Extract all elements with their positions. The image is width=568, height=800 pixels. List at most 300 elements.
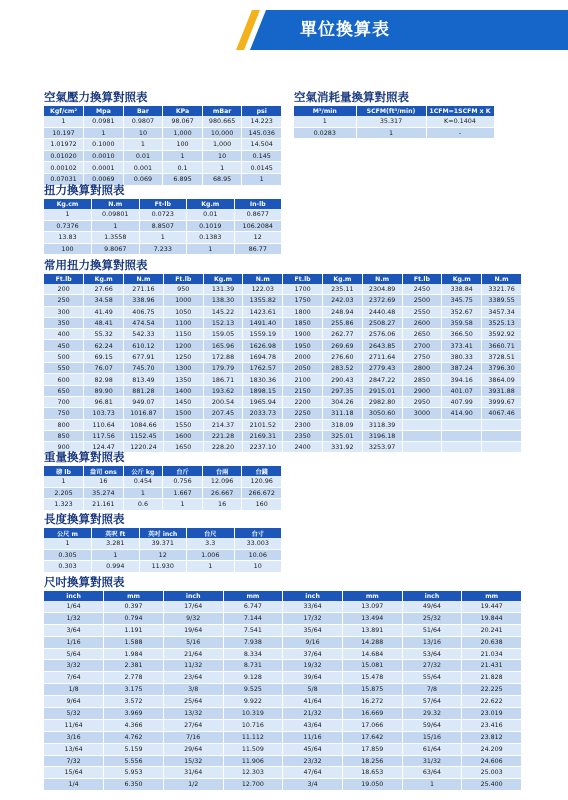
table-row	[44, 612, 522, 624]
table-cell: 0.00102	[44, 162, 84, 174]
table-row	[44, 329, 522, 340]
table-cell: 1.667	[163, 487, 203, 499]
table-cell: 14.504	[242, 139, 282, 151]
table-cell: 283.52	[322, 363, 362, 374]
table-cell: 15.478	[342, 672, 402, 684]
table-cell: 11.906	[223, 755, 283, 767]
table-cell: 1559.19	[243, 329, 283, 340]
table-cell: 3931.88	[482, 385, 522, 396]
table-header: Ft.lb	[402, 274, 442, 284]
table-header: SCFM(ft³/min)	[356, 106, 426, 116]
table-cell: 13.097	[342, 601, 402, 612]
table-row	[44, 243, 282, 255]
table-cell: 0.305	[44, 549, 92, 561]
table-header: Ft-lb	[139, 199, 187, 209]
table-cell: 1800	[283, 306, 323, 317]
table-cell: 228.20	[203, 442, 243, 453]
table-cell: 7.144	[223, 612, 283, 624]
table-cell: 11.509	[223, 743, 283, 755]
table-cell: 16	[202, 499, 242, 511]
table-cell: 345.75	[442, 295, 482, 306]
table-cell: 331.92	[322, 442, 362, 453]
table-cell: 4.762	[104, 731, 164, 743]
table-cell: 359.58	[442, 317, 482, 328]
table-cell: 0.1383	[187, 232, 235, 244]
table-cell: 0.01	[187, 209, 235, 220]
table-cell: 12.096	[202, 476, 242, 487]
table-cell: 24.209	[462, 743, 522, 755]
table-cell: 2169.31	[243, 430, 283, 441]
table-cell: 0.756	[163, 476, 203, 487]
table-cell: 3.572	[104, 696, 164, 708]
table-cell: 55.32	[84, 329, 124, 340]
table-cell: 53/64	[402, 648, 462, 660]
table-cell: 179.79	[203, 363, 243, 374]
table-header: Kg.m	[84, 274, 124, 284]
table-cell: 4.366	[104, 719, 164, 731]
table-cell: 2508.27	[362, 317, 402, 328]
table-cell: 3796.30	[482, 363, 522, 374]
table-cell: 0.0069	[84, 173, 124, 185]
table-cell: 19/32	[283, 660, 343, 672]
table-cell: 1/64	[44, 601, 104, 612]
table-cell: 1	[123, 487, 163, 499]
table-header: 公尺 m	[44, 528, 92, 538]
table-cell: 14.684	[342, 648, 402, 660]
table-cell: 1	[163, 150, 203, 162]
table-cell: 7/16	[163, 731, 223, 743]
table-cell: 5.159	[104, 743, 164, 755]
table-cell: 8.334	[223, 648, 283, 660]
table-cell	[402, 419, 442, 430]
table-cell: 9.525	[223, 684, 283, 696]
common-torque-title: 常用扭力換算對照表	[44, 258, 148, 272]
torque-table	[44, 199, 282, 255]
table-cell: 750	[44, 408, 84, 419]
table-row	[44, 696, 522, 708]
table-cell: 59/64	[402, 719, 462, 731]
table-cell: 7/64	[44, 672, 104, 684]
table-cell: 19.447	[462, 601, 522, 612]
table-cell: 13.891	[342, 624, 402, 636]
page-title: 單位換算表	[300, 20, 390, 40]
table-cell: 89.90	[84, 385, 124, 396]
table-cell: 21.828	[462, 672, 522, 684]
table-cell: 7/8	[402, 684, 462, 696]
pressure-table	[44, 106, 282, 186]
air-rows	[294, 116, 494, 139]
table-cell: 23/64	[163, 672, 223, 684]
table-cell: 1200	[163, 340, 203, 351]
table-cell: 18.256	[342, 755, 402, 767]
table-cell: 3.969	[104, 708, 164, 720]
table-cell: 10,000	[202, 127, 242, 139]
table-cell: 1950	[283, 340, 323, 351]
pressure-section	[44, 90, 282, 186]
torque-section	[44, 183, 282, 255]
table-cell: 3592.92	[482, 329, 522, 340]
table-cell: 2650	[402, 329, 442, 340]
table-cell: 27/32	[402, 660, 462, 672]
table-cell: 3.175	[104, 684, 164, 696]
table-header: mm	[223, 591, 283, 601]
table-row	[44, 116, 282, 127]
table-cell: 271.16	[124, 284, 164, 295]
table-cell: 0.0001	[84, 162, 124, 174]
table-cell: 165.96	[203, 340, 243, 351]
table-cell: 96.81	[84, 396, 124, 407]
table-cell: 11.930	[139, 561, 187, 573]
table-cell: 1152.45	[124, 430, 164, 441]
table-cell: 29.32	[402, 708, 462, 720]
table-header: 盎司 ons	[84, 466, 124, 476]
table-cell: 4067.46	[482, 408, 522, 419]
table-cell: 100	[44, 243, 92, 255]
table-cell: 2950	[402, 396, 442, 407]
table-cell: 6.895	[163, 173, 203, 185]
table-cell: 0.145	[242, 150, 282, 162]
table-cell: 2847.22	[362, 374, 402, 385]
table-cell: 1700	[283, 284, 323, 295]
table-row	[44, 150, 282, 162]
table-row	[44, 767, 522, 779]
table-cell: 300	[44, 306, 84, 317]
table-cell: 35.274	[84, 487, 124, 499]
table-cell: 63/64	[402, 767, 462, 779]
table-cell: 235.11	[322, 284, 362, 295]
table-header: In-lb	[234, 199, 282, 209]
table-cell: 18.653	[342, 767, 402, 779]
table-cell: 1000	[163, 295, 203, 306]
table-cell: 39.371	[139, 538, 187, 549]
table-cell: 9/32	[163, 612, 223, 624]
table-cell: 3389.55	[482, 295, 522, 306]
table-cell: 124.47	[84, 442, 124, 453]
table-cell: 949.07	[124, 396, 164, 407]
length-section	[44, 512, 282, 573]
table-cell: 1600	[163, 430, 203, 441]
table-cell: 352.67	[442, 306, 482, 317]
table-cell: 3525.13	[482, 317, 522, 328]
table-cell: 1250	[163, 351, 203, 362]
table-header: 台兩	[202, 466, 242, 476]
table-cell: 12	[139, 549, 187, 561]
common-torque-rows	[44, 284, 522, 453]
table-cell: 16	[84, 476, 124, 487]
air-table	[294, 106, 495, 139]
table-cell: 1.006	[187, 549, 235, 561]
table-cell: 2779.43	[362, 363, 402, 374]
table-cell: 25/64	[163, 696, 223, 708]
table-header: inch	[163, 591, 223, 601]
table-cell: 26.667	[202, 487, 242, 499]
table-cell: 0.1	[163, 162, 203, 174]
table-row	[44, 624, 522, 636]
table-cell: 1500	[163, 408, 203, 419]
table-cell: 7.233	[139, 243, 187, 255]
table-cell: 7.938	[223, 636, 283, 648]
table-cell: 0.794	[104, 612, 164, 624]
table-cell: 2550	[402, 306, 442, 317]
table-cell: 29/64	[163, 743, 223, 755]
table-cell: 24.606	[462, 755, 522, 767]
table-header: psi	[242, 106, 282, 116]
table-cell: 373.41	[442, 340, 482, 351]
table-cell: 813.49	[124, 374, 164, 385]
table-cell: 21.431	[462, 660, 522, 672]
table-cell: 0.454	[123, 476, 163, 487]
table-row	[44, 684, 522, 696]
weight-table	[44, 466, 282, 511]
table-cell: 250	[44, 295, 84, 306]
table-cell: 0.9807	[123, 116, 163, 127]
table-row	[44, 601, 522, 612]
table-cell: 6.350	[104, 779, 164, 791]
table-cell: -	[426, 127, 494, 139]
table-cell: 1	[44, 476, 84, 487]
table-cell: 15.875	[342, 684, 402, 696]
table-cell: 3000	[402, 408, 442, 419]
table-cell: 1.01972	[44, 139, 84, 151]
table-cell: 35.317	[356, 116, 426, 127]
table-row	[44, 317, 522, 328]
table-cell: 11/32	[163, 660, 223, 672]
table-cell: 0.994	[92, 561, 140, 573]
table-cell: 2576.06	[362, 329, 402, 340]
table-cell: 1965.94	[243, 396, 283, 407]
table-cell: 3/4	[283, 779, 343, 791]
table-cell: 106.2084	[234, 220, 282, 232]
table-cell: 2915.01	[362, 385, 402, 396]
table-header: Mpa	[84, 106, 124, 116]
table-cell: 297.35	[322, 385, 362, 396]
table-cell: 1491.40	[243, 317, 283, 328]
table-cell: 3196.18	[362, 430, 402, 441]
table-cell	[482, 419, 522, 430]
table-cell: 1.323	[44, 499, 84, 511]
table-cell: 5/16	[163, 636, 223, 648]
table-header: N.m	[362, 274, 402, 284]
table-row	[44, 660, 522, 672]
table-cell: 311.18	[322, 408, 362, 419]
weight-title: 重量換算對照表	[44, 450, 125, 464]
table-cell: 1750	[283, 295, 323, 306]
table-cell: 266.672	[242, 487, 282, 499]
table-cell: 677.91	[124, 351, 164, 362]
table-cell: 2100	[283, 374, 323, 385]
table-cell: 25.400	[462, 779, 522, 791]
table-cell: 255.86	[322, 317, 362, 328]
table-cell: 15.081	[342, 660, 402, 672]
table-cell: 0.8677	[234, 209, 282, 220]
table-cell: 1898.15	[243, 385, 283, 396]
table-row	[44, 561, 282, 573]
table-header: Kg.m	[322, 274, 362, 284]
table-cell: 1016.87	[124, 408, 164, 419]
table-cell: 1	[356, 127, 426, 139]
table-cell: 290.43	[322, 374, 362, 385]
table-row	[44, 162, 282, 174]
table-cell: 15/32	[163, 755, 223, 767]
table-cell: 3.3	[187, 538, 235, 549]
table-cell: 1850	[283, 317, 323, 328]
table-cell: 11/16	[283, 731, 343, 743]
table-cell: 1	[44, 538, 92, 549]
table-header: 台寸	[234, 528, 282, 538]
table-cell: 1	[84, 127, 124, 139]
table-row	[44, 755, 522, 767]
table-cell: 380.33	[442, 351, 482, 362]
table-cell: 17.066	[342, 719, 402, 731]
length-title: 長度換算對照表	[44, 512, 125, 526]
table-cell: 82.98	[84, 374, 124, 385]
table-cell: 39/64	[283, 672, 343, 684]
table-row	[44, 374, 522, 385]
table-cell: 2250	[283, 408, 323, 419]
table-cell: 9.922	[223, 696, 283, 708]
table-cell: 1084.66	[124, 419, 164, 430]
table-cell: 14.223	[242, 116, 282, 127]
table-cell: 193.62	[203, 385, 243, 396]
table-cell: 2400	[283, 442, 323, 453]
table-row	[44, 476, 282, 487]
table-cell: 406.75	[124, 306, 164, 317]
table-cell: 800	[44, 419, 84, 430]
table-cell: 1550	[163, 419, 203, 430]
table-cell: 23/32	[283, 755, 343, 767]
title-banner	[250, 10, 568, 50]
length-rows	[44, 538, 282, 572]
table-cell: 3/32	[44, 660, 104, 672]
table-row	[44, 672, 522, 684]
table-cell: 1/2	[163, 779, 223, 791]
table-cell: 3/16	[44, 731, 104, 743]
table-cell: 3118.39	[362, 419, 402, 430]
table-header: 台斤	[163, 466, 203, 476]
table-cell: 0.1000	[84, 139, 124, 151]
table-cell: 62.24	[84, 340, 124, 351]
table-cell: 2900	[402, 385, 442, 396]
table-row	[44, 719, 522, 731]
table-cell: 900	[44, 442, 84, 453]
table-row	[44, 731, 522, 743]
table-cell: 338.84	[442, 284, 482, 295]
table-cell: 401.07	[442, 385, 482, 396]
table-cell: 51/64	[402, 624, 462, 636]
table-cell: 10.319	[223, 708, 283, 720]
table-row	[44, 127, 282, 139]
table-cell: 3.281	[92, 538, 140, 549]
table-cell: 2237.10	[243, 442, 283, 453]
table-cell: 2200	[283, 396, 323, 407]
table-cell: 25/32	[402, 612, 462, 624]
table-cell: 20.638	[462, 636, 522, 648]
table-cell: 55/64	[402, 672, 462, 684]
table-cell: 49/64	[402, 601, 462, 612]
table-cell: 1100	[163, 317, 203, 328]
table-cell: 0.0010	[84, 150, 124, 162]
table-cell: 122.03	[243, 284, 283, 295]
table-row	[44, 306, 522, 317]
table-cell: 12.700	[223, 779, 283, 791]
table-cell: 23.812	[462, 731, 522, 743]
table-cell: 2982.80	[362, 396, 402, 407]
table-cell: 31/64	[163, 767, 223, 779]
table-cell: 23.416	[462, 719, 522, 731]
table-cell: 68.95	[202, 173, 242, 185]
weight-rows	[44, 476, 282, 510]
table-row	[44, 284, 522, 295]
table-cell: 474.54	[124, 317, 164, 328]
torque-rows	[44, 209, 282, 255]
table-cell: 14.288	[342, 636, 402, 648]
table-header: Ft.lb	[44, 274, 84, 284]
sizes-rows	[44, 601, 522, 791]
table-cell: 0.397	[104, 601, 164, 612]
table-cell: 980.665	[202, 116, 242, 127]
table-cell: 0.069	[123, 173, 163, 185]
table-cell: 16.669	[342, 708, 402, 720]
table-header: 英呎 ft	[92, 528, 140, 538]
table-cell: 17/32	[283, 612, 343, 624]
sizes-section	[44, 575, 522, 791]
table-cell: 5/64	[44, 648, 104, 660]
table-cell: 1	[294, 116, 356, 127]
air-section	[294, 90, 494, 139]
table-row	[44, 487, 282, 499]
table-cell: 9/64	[44, 696, 104, 708]
table-header: inch	[402, 591, 462, 601]
table-cell: 100	[163, 139, 203, 151]
table-cell: 145.036	[242, 127, 282, 139]
table-cell: 11/64	[44, 719, 104, 731]
table-row	[44, 232, 282, 244]
table-cell: 13.494	[342, 612, 402, 624]
table-cell: 610.12	[124, 340, 164, 351]
table-cell: 61/64	[402, 743, 462, 755]
table-cell: 1	[402, 779, 462, 791]
table-header: inch	[44, 591, 104, 601]
table-cell	[402, 430, 442, 441]
table-cell: 3864.09	[482, 374, 522, 385]
table-cell: 0.1019	[187, 220, 235, 232]
table-cell: 57/64	[402, 696, 462, 708]
table-header: 英吋 inch	[139, 528, 187, 538]
table-header: mBar	[202, 106, 242, 116]
table-cell: 186.71	[203, 374, 243, 385]
weight-section	[44, 450, 282, 511]
table-row	[44, 648, 522, 660]
table-cell: 13/64	[44, 743, 104, 755]
table-cell: 214.37	[203, 419, 243, 430]
table-cell: 1220.24	[124, 442, 164, 453]
table-cell: 1,000	[202, 139, 242, 151]
table-cell: 2304.89	[362, 284, 402, 295]
table-cell: 2450	[402, 284, 442, 295]
table-header: Kg.m	[442, 274, 482, 284]
table-cell: 2150	[283, 385, 323, 396]
table-cell: 41/64	[283, 696, 343, 708]
table-cell: 35/64	[283, 624, 343, 636]
table-cell: 600	[44, 374, 84, 385]
table-row	[44, 220, 282, 232]
table-row	[44, 396, 522, 407]
sizes-title: 尺吋換算對照表	[44, 575, 125, 589]
table-cell: 2711.64	[362, 351, 402, 362]
table-cell: 7.541	[223, 624, 283, 636]
table-row	[44, 419, 522, 430]
table-cell: 7/32	[44, 755, 104, 767]
